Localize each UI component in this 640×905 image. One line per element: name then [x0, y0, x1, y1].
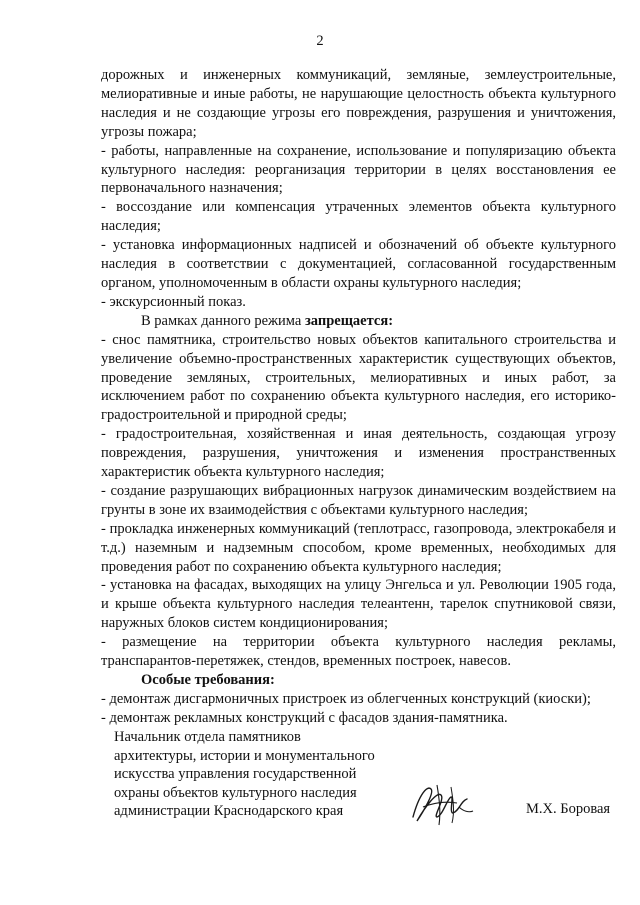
paragraph: - размещение на территории объекта культурного наследия рекламы, транспарантов-перетяжек, стендов, временных построек, навесов.: [101, 634, 616, 670]
paragraph: - воссоздание или компенсация утраченных элементов объекта культурного наследия;: [101, 199, 616, 235]
paragraph: - создание разрушающих вибрационных нагрузок динамическим воздействием на грунты в зоне их взаимодействия с объектами культурного наследия;: [101, 482, 616, 518]
document-body: [101, 66, 616, 728]
paragraph: - экскурсионный показ.: [101, 293, 246, 310]
paragraph: - прокладка инженерных коммуникаций (теплотрасс, газопровода, электрокабеля и т.д.) наземным и надземным способом, кроме временных, необходимых для проведения работ по сохранению объекта культурного наследия;: [101, 520, 616, 575]
paragraph: - снос памятника, строительство новых объектов капитального строительства и увеличение объемно-пространственных характеристик существующих объектов, проведение земляных, строительных, мелиоративных и иных работ, за исключением работ по сохранению объекта культурного наследия, его историко-градостроительной и природной среды;: [101, 331, 616, 424]
regime-lead: В рамках данного режима: [141, 312, 305, 329]
regime-prohibited-label: запрещается:: [304, 312, 394, 329]
paragraph: - установка на фасадах, выходящих на улицу Энгельса и ул. Революции 1905 года, и крыше объекта культурного наследия телеантенн, тарелок спутниковой связи, наружных блоков систем кондиционирования;: [101, 577, 616, 632]
paragraph: дорожных и инженерных коммуникаций, земляные, землеустроительные, мелиоративные и иные работы, не нарушающие целостность объекта культурного наследия и не создающие угрозы его повреждения, разрушения и уничтожения, угрозы пожара;: [101, 67, 616, 140]
paragraph: - работы, направленные на сохранение, использование и популяризацию объекта культурного наследия: реорганизация территории в целях восстановления ее первоначального назначения;: [101, 142, 616, 197]
signature-position-line: администрации Краснодарского края: [114, 803, 344, 820]
signature-position: [114, 728, 375, 821]
paragraph: - градостроительная, хозяйственная и иная деятельность, создающая угрозу повреждения, разрушения, уничтожения и изменения пространственных характеристик объекта культурного наследия;: [101, 426, 616, 481]
signature-position-line: Начальник отдела памятников: [114, 729, 301, 745]
signature-position-line: архитектуры, истории и монументального: [114, 747, 375, 764]
regime-paragraph: [101, 312, 616, 331]
paragraph: - демонтаж рекламных конструкций с фасадов здания-памятника.: [101, 709, 508, 726]
paragraph: - демонтаж дисгармоничных пристроек из облегченных конструкций (киоски);: [101, 690, 591, 707]
paragraph: - установка информационных надписей и обозначений об объекте культурного наследия в соответствии с документацией, согласованной государственным органом, уполномоченным в области охраны культурного наследия;: [101, 237, 616, 291]
signature-position-line: охраны объектов культурного наследия: [114, 784, 357, 801]
signature-position-line: искусства управления государственной: [114, 766, 357, 783]
handwritten-signature: [407, 777, 479, 829]
page-number: 2: [316, 33, 324, 49]
signer-name: М.Х. Боровая: [526, 801, 611, 817]
section-heading: Особые требования:: [141, 672, 275, 688]
